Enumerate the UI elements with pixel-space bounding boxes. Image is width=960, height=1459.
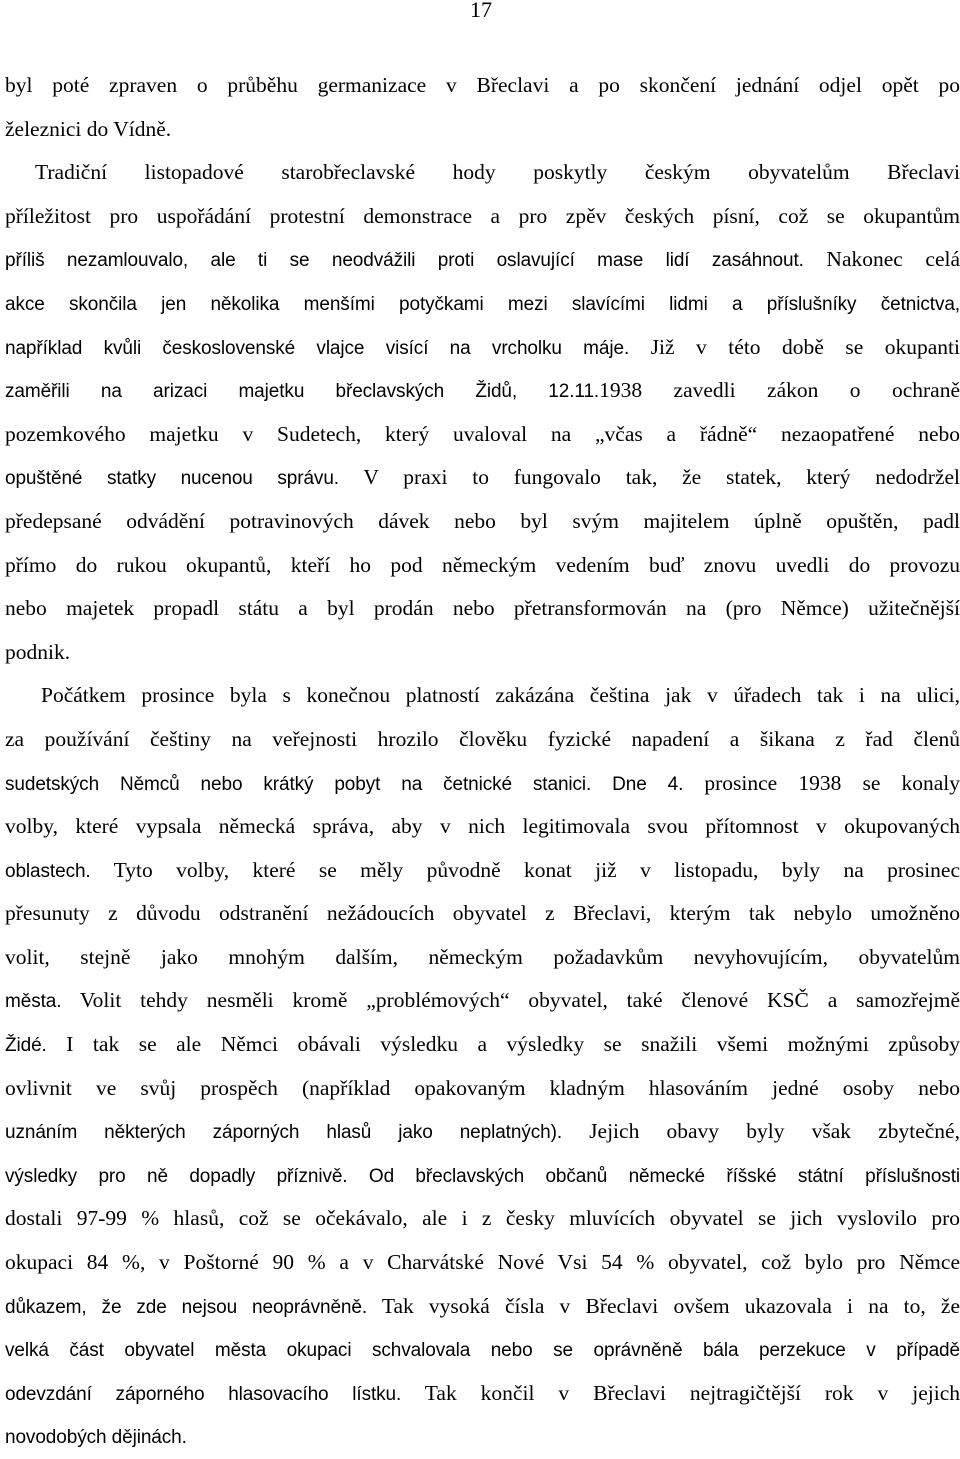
text-segment: přesunuty z důvodu odstranění nežádoucích obyvatel z Břeclavi, kterým tak nebylo umožněno bbox=[5, 901, 960, 925]
text-segment: Volit tehdy nesměli kromě „problémových“ obyvatel, také členové KSČ a samozřejmě bbox=[61, 988, 960, 1012]
text-segment: Počátkem prosince byla s konečnou platností zakázána čeština jak v úřadech tak i na ulici, bbox=[41, 683, 960, 707]
text-line bbox=[5, 631, 960, 675]
text-segment: předepsané odvádění potravinových dávek nebo byl svým majitelem úplně opuštěn, padl bbox=[5, 509, 960, 533]
text-segment: Od břeclavských občanů německé říšské státní příslušnosti bbox=[348, 1166, 960, 1187]
text-segment: příležitost pro uspořádání protestní demonstrace a pro zpěv českých písní, což se okupantům bbox=[5, 204, 960, 228]
text-segment: Tak končil v Břeclavi nejtragičtější rok v jejich bbox=[401, 1381, 960, 1405]
text-segment: uznáním některých záporných hlasů jako neplatných). bbox=[5, 1122, 562, 1143]
text-line bbox=[5, 456, 960, 500]
text-line bbox=[5, 195, 960, 239]
text-segment: 1938 zavedli zákon o ochraně bbox=[599, 378, 960, 402]
text-line bbox=[5, 892, 960, 936]
text-line bbox=[5, 238, 960, 282]
text-line bbox=[5, 326, 960, 370]
text-segment: okupaci 84 %, v Poštorné 90 % a v Charvátské Nové Vsi 54 % obyvatel, což bylo pro Němce bbox=[5, 1250, 960, 1274]
page-number: 17 bbox=[470, 0, 492, 27]
text-segment: Již v této době se okupanti bbox=[629, 335, 960, 359]
text-segment: dostali 97-99 % hlasů, což se očekávalo, ale i z česky mluvících obyvatel se jich vyslovilo pro bbox=[5, 1206, 960, 1230]
text-line bbox=[5, 413, 960, 457]
text-segment: nebo majetek propadl státu a byl prodán nebo přetransformován na (pro Němce) užitečnější bbox=[5, 596, 960, 620]
text-line bbox=[5, 544, 960, 588]
text-segment: volby, které vypsala německá správa, aby v nich legitimovala svou přítomnost v okupovaných bbox=[5, 814, 960, 838]
text-segment: novodobých dějinách. bbox=[5, 1427, 187, 1448]
text-line bbox=[5, 108, 960, 152]
text-segment: odevzdání záporného hlasovacího lístku. bbox=[5, 1384, 401, 1405]
text-segment: ovlivnit ve svůj prospěch (například opakovaným kladným hlasováním jedné osoby nebo bbox=[5, 1076, 960, 1100]
text-segment: podnik. bbox=[5, 640, 70, 664]
text-line bbox=[5, 849, 960, 893]
text-line bbox=[5, 282, 960, 326]
text-segment: I tak se ale Němci obávali výsledku a výsledky se snažili všemi možnými způsoby bbox=[47, 1032, 960, 1056]
text-segment: důkazem, že zde nejsou neoprávněně. bbox=[5, 1297, 367, 1318]
text-line bbox=[5, 1241, 960, 1285]
text-line bbox=[5, 762, 960, 806]
text-line bbox=[5, 805, 960, 849]
text-line bbox=[5, 1285, 960, 1329]
text-segment: Tyto volby, které se měly původně konat již v listopadu, byly na prosinec bbox=[91, 858, 960, 882]
text-segment: železnici do Vídně. bbox=[5, 117, 171, 141]
text-segment: přímo do rukou okupantů, kteří ho pod německým vedením buď znovu uvedli do provozu bbox=[5, 553, 960, 577]
text-segment: zaměřili na arizaci majetku břeclavských Židů, 12.11. bbox=[5, 381, 599, 402]
text-segment: Jejich obavy byly však zbytečné, bbox=[562, 1119, 960, 1143]
text-segment: města. bbox=[5, 991, 61, 1012]
text-line bbox=[5, 1067, 960, 1111]
text-line bbox=[5, 936, 960, 980]
text-segment: například kvůli československé vlajce visící na vrcholku máje. bbox=[5, 338, 629, 359]
text-segment: za používání češtiny na veřejnosti hrozilo člověku fyzické napadení a šikana z řad členů bbox=[5, 727, 960, 751]
text-segment: Tradiční listopadové starobřeclavské hody poskytly českým obyvatelům Břeclavi bbox=[35, 160, 960, 184]
text-line bbox=[5, 1197, 960, 1241]
text-segment: byl poté zpraven o průběhu germanizace v Břeclavi a po skončení jednání odjel opět po bbox=[5, 73, 960, 97]
text-line bbox=[5, 674, 960, 718]
text-segment: velká část obyvatel města okupaci schvalovala nebo se oprávněně bála perzekuce v případě bbox=[5, 1340, 960, 1361]
text-segment: příliš nezamlouvalo, ale ti se neodvážili proti oslavující mase lidí zasáhnout. bbox=[5, 250, 804, 271]
text-line bbox=[5, 1154, 960, 1198]
text-segment: V praxi to fungovalo tak, že statek, který nedodržel bbox=[339, 465, 960, 489]
text-line bbox=[5, 500, 960, 544]
text-segment: Židé. bbox=[5, 1035, 47, 1056]
text-segment: akce skončila jen několika menšími potyčkami mezi slavícími lidmi a příslušníky četnictva, bbox=[5, 294, 960, 315]
text-segment: opuštěné statky nucenou správu. bbox=[5, 468, 339, 489]
text-line bbox=[5, 1110, 960, 1154]
text-line bbox=[5, 64, 960, 108]
text-segment: oblastech. bbox=[5, 861, 91, 882]
body-text bbox=[5, 64, 960, 1459]
text-segment: sudetských Němců nebo krátký pobyt na četnické stanici. Dne 4. bbox=[5, 774, 683, 795]
text-segment: volit, stejně jako mnohým dalším, německým požadavkům nevyhovujícím, obyvatelům bbox=[5, 945, 960, 969]
text-line bbox=[5, 1023, 960, 1067]
text-line bbox=[5, 1415, 960, 1459]
text-line bbox=[5, 369, 960, 413]
text-segment: pozemkového majetku v Sudetech, který uvaloval na „včas a řádně“ nezaopatřené nebo bbox=[5, 422, 960, 446]
text-line bbox=[5, 1328, 960, 1372]
text-line bbox=[5, 151, 960, 195]
text-segment: Nakonec celá bbox=[804, 247, 960, 271]
text-line bbox=[5, 1372, 960, 1416]
text-segment: prosince 1938 se konaly bbox=[683, 771, 960, 795]
text-line bbox=[5, 718, 960, 762]
text-segment: Tak vysoká čísla v Břeclavi ovšem ukazovala i na to, že bbox=[367, 1294, 960, 1318]
text-line bbox=[5, 587, 960, 631]
text-line bbox=[5, 979, 960, 1023]
text-segment: výsledky pro ně dopadly příznivě. bbox=[5, 1166, 348, 1187]
